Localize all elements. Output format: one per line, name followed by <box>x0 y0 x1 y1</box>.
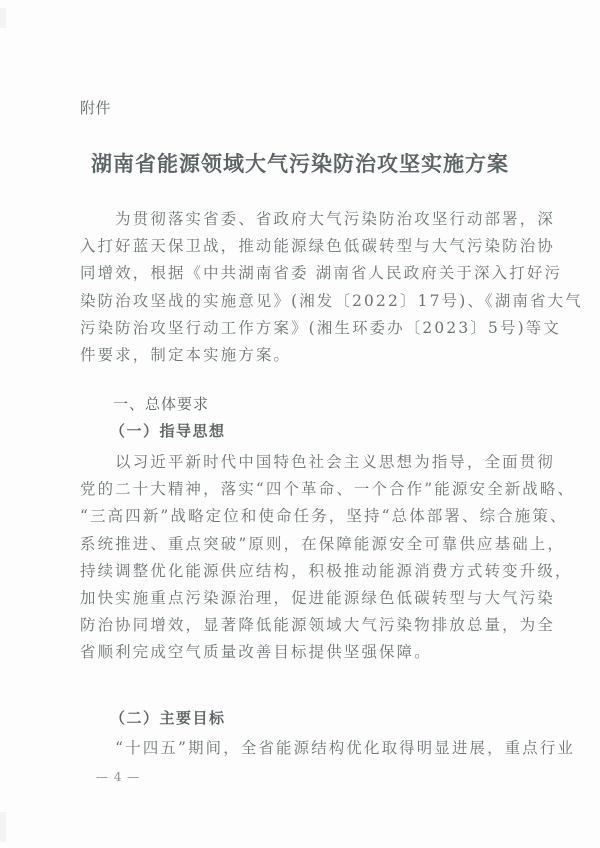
paragraph-line: 防治协同增效，显著降低能源领域大气污染物排放总量，为全 <box>80 616 555 635</box>
paragraph-line: 系统推进、重点突破”原则，在保障能源安全可靠供应基础上， <box>80 534 566 553</box>
scan-edge-mark <box>0 8 6 28</box>
paragraph-line: 持续调整优化能源供应结构，积极推动能源消费方式转变升级， <box>80 561 573 580</box>
paragraph-line: 污染防治攻坚行动工作方案》(湘生环委办〔2023〕5号)等文 <box>80 318 561 337</box>
subsection-heading-guiding-ideology: （一）指导思想 <box>110 422 226 440</box>
paragraph-line: 党的二十大精神，落实“四个革命、一个合作”能源安全新战略、 <box>80 480 576 499</box>
intro-paragraph <box>80 206 583 369</box>
paragraph-line: 染防治攻坚战的实施意见》(湘发〔2022〕17号)、《湖南省大气 <box>80 291 583 310</box>
paragraph-line: 为贯彻落实省委、省政府大气污染防治攻坚行动部署，深 <box>80 210 555 228</box>
section-heading-general-requirements: 一、总体要求 <box>113 395 210 413</box>
subsection-heading-main-goals: （二）主要目标 <box>110 709 226 727</box>
paragraph-line: 加快实施重点污染源治理，促进能源绿色低碳转型与大气污染 <box>80 588 555 607</box>
paragraph-line: 同增效，根据《中共湖南省委 湖南省人民政府关于深入打好污 <box>80 264 563 283</box>
document-title: 湖南省能源领域大气污染防治攻坚实施方案 <box>91 151 509 176</box>
paragraph-line: “三高四新”战略定位和使命任务，坚持“总体部署、综合施策、 <box>80 507 568 526</box>
paragraph-line: “十四五”期间，全省能源结构优化取得明显进展，重点行业 <box>80 739 576 757</box>
paragraph-line: 以习近平新时代中国特色社会主义思想为指导，全面贯彻 <box>80 453 555 471</box>
guiding-ideology-paragraph <box>80 449 576 667</box>
scan-edge-mark <box>0 812 6 842</box>
paragraph-line: 入打好蓝天保卫战，推动能源绿色低碳转型与大气污染防治协 <box>80 237 555 256</box>
page-number: — 4 — <box>96 770 141 784</box>
paragraph-line: 省顺利完成空气质量改善目标提供坚强保障。 <box>80 643 432 662</box>
main-goals-paragraph <box>80 735 576 762</box>
attachment-label: 附件 <box>80 99 112 117</box>
paragraph-line: 件要求，制定本实施方案。 <box>80 345 292 364</box>
